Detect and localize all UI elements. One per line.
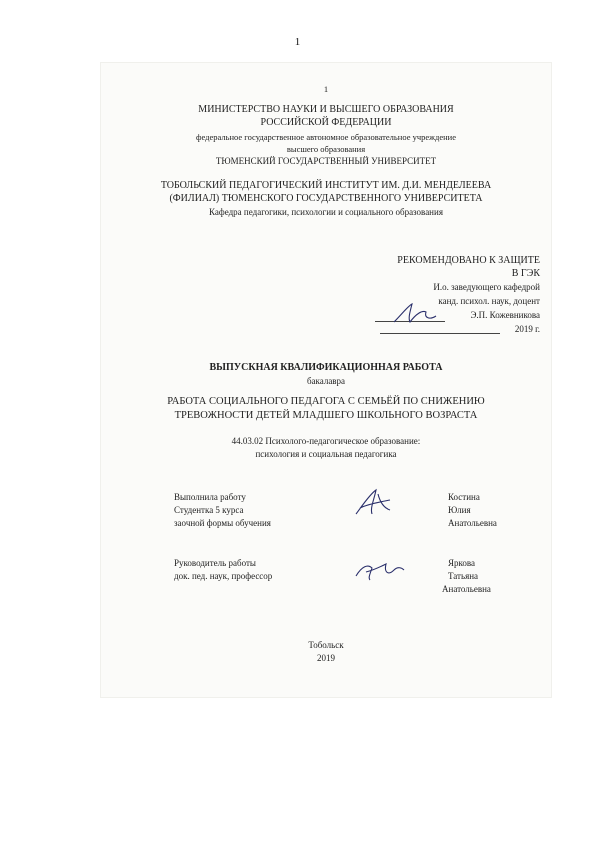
specialty-line-1: 44.03.02 Психолого-педагогическое образование: (231, 436, 421, 446)
approval-degree: канд. психол. наук, доцент (438, 296, 540, 306)
specialty-line-2: психология и социальная педагогика (255, 449, 397, 459)
department-name: Кафедра педагогики, психологии и социального образования (209, 207, 443, 217)
supervisor-name: Татьяна (448, 571, 479, 581)
approval-year: 2019 г. (514, 324, 540, 334)
author-patronymic: Анатольевна (448, 518, 497, 528)
author-surname: Костина (448, 492, 480, 502)
work-title-line-2: ТРЕВОЖНОСТИ ДЕТЕЙ МЛАДШЕГО ШКОЛЬНОГО ВОЗРАСТА (174, 410, 478, 421)
supervisor-surname: Яркова (448, 558, 476, 568)
scanned-title-page (100, 62, 552, 698)
supervisor-signature (352, 556, 408, 584)
supervisor-label-1: Руководитель работы (174, 558, 256, 568)
university-name: ТЮМЕНСКИЙ ГОСУДАРСТВЕННЫЙ УНИВЕРСИТЕТ (215, 156, 437, 166)
approval-date-line (380, 333, 500, 334)
institution-line-2: высшего образования (286, 144, 366, 154)
approval-commission: В ГЭК (511, 268, 540, 279)
approval-position: И.о. заведующего кафедрой (433, 282, 540, 292)
approval-signature (390, 300, 440, 326)
footer-city: Тобольск (308, 640, 344, 650)
scan-page-number: 1 (323, 84, 329, 94)
author-signature (350, 486, 396, 520)
author-name: Юлия (448, 505, 471, 515)
supervisor-label-2: док. пед. наук, профессор (174, 571, 273, 581)
ministry-line-1: МИНИСТЕРСТВО НАУКИ И ВЫСШЕГО ОБРАЗОВАНИЯ (198, 104, 454, 115)
institute-line-2: (ФИЛИАЛ) ТЮМЕНСКОГО ГОСУДАРСТВЕННОГО УНИВЕРСИТЕТА (169, 193, 483, 204)
ministry-line-2: РОССИЙСКОЙ ФЕДЕРАЦИИ (260, 117, 392, 128)
author-label-3: заочной формы обучения (174, 518, 271, 528)
approval-name: Э.П. Кожевникова (470, 310, 540, 320)
work-title-line-1: РАБОТА СОЦИАЛЬНОГО ПЕДАГОГА С СЕМЬЁЙ ПО СНИЖЕНИЮ (167, 396, 485, 407)
work-degree: бакалавра (306, 376, 346, 386)
supervisor-patronymic: Анатольевна (442, 584, 491, 594)
institute-line-1: ТОБОЛЬСКИЙ ПЕДАГОГИЧЕСКИЙ ИНСТИТУТ ИМ. Д.И. МЕНДЕЛЕЕВА (160, 180, 492, 191)
page-number: 1 (294, 36, 301, 48)
author-label-2: Студентка 5 курса (174, 505, 244, 515)
author-label-1: Выполнила работу (174, 492, 246, 502)
approval-heading: РЕКОМЕНДОВАНО К ЗАЩИТЕ (397, 255, 540, 266)
institution-line-1: федеральное государственное автономное образовательное учреждение (196, 132, 456, 142)
footer-year: 2019 (317, 653, 335, 663)
work-type: ВЫПУСКНАЯ КВАЛИФИКАЦИОННАЯ РАБОТА (209, 362, 443, 373)
